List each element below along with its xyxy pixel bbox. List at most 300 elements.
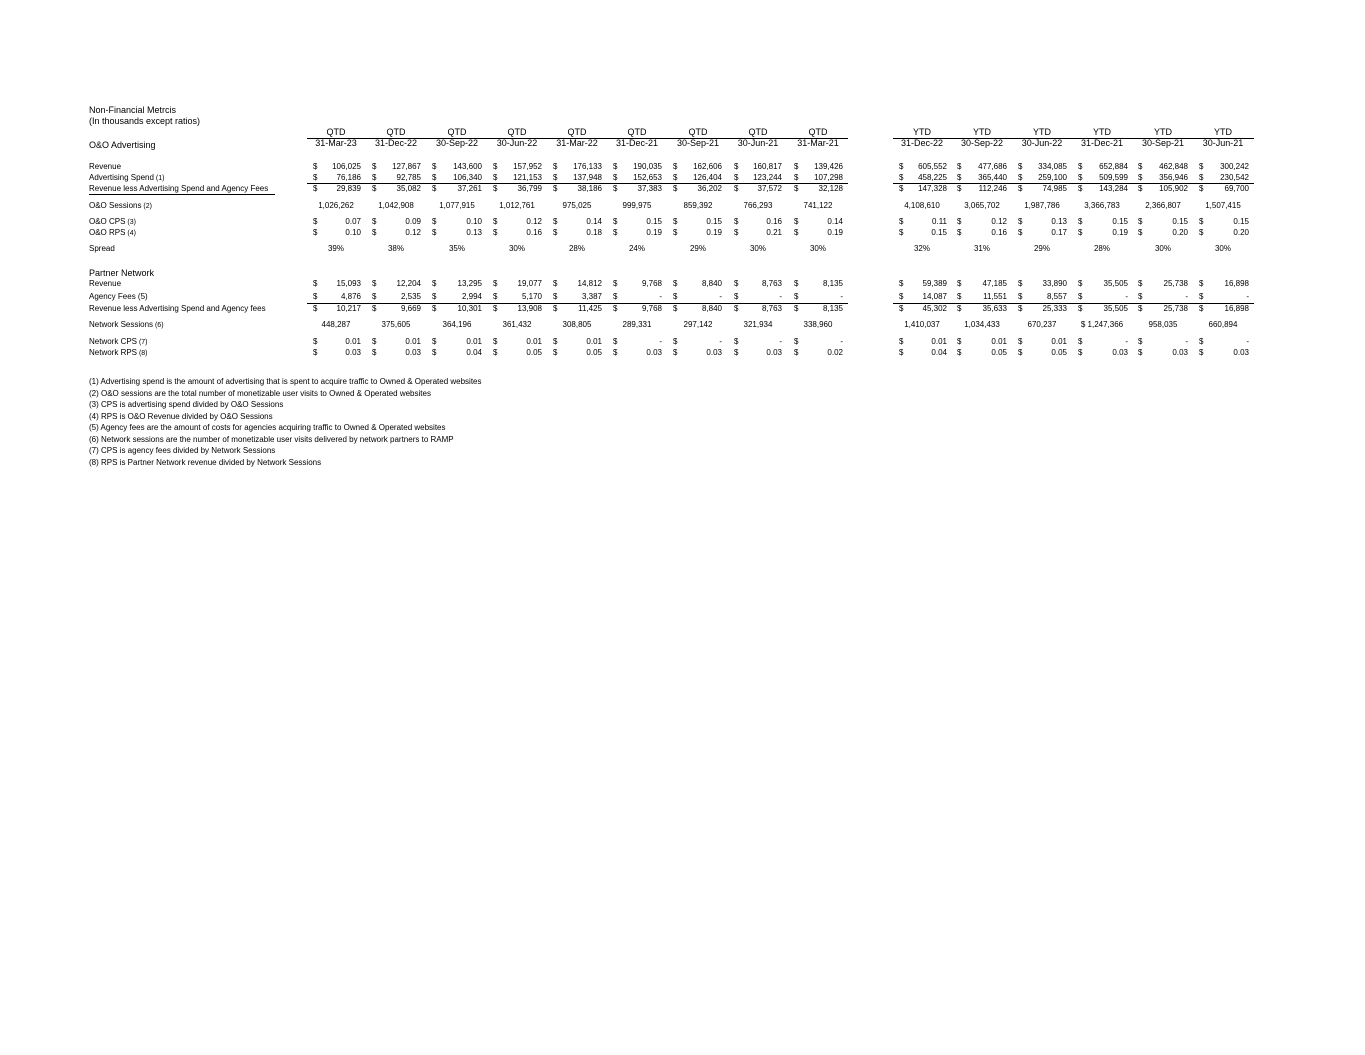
currency-sign: $ bbox=[1078, 217, 1083, 226]
table-cell: 92,785 bbox=[396, 173, 421, 182]
currency-sign: $ bbox=[673, 162, 678, 171]
currency-sign: $ bbox=[313, 337, 318, 346]
row-label-text: O&O Sessions bbox=[89, 201, 142, 210]
table-cell: 3,366,783 bbox=[1084, 201, 1120, 210]
currency-sign: $ bbox=[432, 304, 437, 313]
table-cell: 74,985 bbox=[1042, 184, 1067, 193]
table-cell: 143,600 bbox=[453, 162, 482, 171]
currency-sign: $ bbox=[493, 228, 498, 237]
table-cell: 36,799 bbox=[517, 184, 542, 193]
currency-sign: $ bbox=[899, 173, 904, 182]
table-cell: 0.01 bbox=[345, 337, 361, 346]
row-label-text: O&O CPS bbox=[89, 217, 126, 226]
currency-sign: $ bbox=[1138, 184, 1143, 193]
table-cell: 69,700 bbox=[1224, 184, 1249, 193]
table-cell: 975,025 bbox=[562, 201, 592, 210]
currency-sign: $ bbox=[313, 279, 318, 288]
table-cell: 45,302 bbox=[922, 304, 947, 313]
table-cell: 308,805 bbox=[562, 320, 592, 329]
currency-sign: $ bbox=[734, 337, 739, 346]
table-cell: 112,246 bbox=[978, 184, 1007, 193]
table-cell: 0.12 bbox=[405, 228, 421, 237]
table-cell: - bbox=[779, 337, 782, 346]
table-cell: 297,142 bbox=[683, 320, 713, 329]
currency-sign: $ bbox=[1138, 337, 1143, 346]
table-cell: 0.01 bbox=[991, 337, 1007, 346]
currency-sign: $ bbox=[899, 337, 904, 346]
table-cell: 5,170 bbox=[521, 292, 542, 301]
currency-sign: $ bbox=[372, 337, 377, 346]
table-cell: 38,186 bbox=[577, 184, 602, 193]
row-label bbox=[89, 337, 148, 348]
column-type-qtd: QTD bbox=[688, 127, 708, 137]
column-type-ytd: YTD bbox=[973, 127, 991, 137]
currency-sign: $ bbox=[1018, 337, 1023, 346]
currency-sign: $ bbox=[1018, 348, 1023, 357]
table-cell: 0.01 bbox=[526, 337, 542, 346]
table-cell: 0.10 bbox=[345, 228, 361, 237]
table-cell: 35,505 bbox=[1103, 279, 1128, 288]
table-cell: 9,669 bbox=[400, 304, 421, 313]
column-type-ytd: YTD bbox=[1214, 127, 1232, 137]
row-label bbox=[89, 279, 121, 289]
currency-sign: $ bbox=[1018, 173, 1023, 182]
table-cell: 605,552 bbox=[918, 162, 947, 171]
column-date-ytd: 30-Sep-22 bbox=[960, 138, 1004, 148]
table-cell: 1,077,915 bbox=[439, 201, 475, 210]
table-cell: 39% bbox=[327, 244, 344, 253]
row-label-text: Network Sessions bbox=[89, 320, 154, 329]
table-cell: 8,557 bbox=[1046, 292, 1067, 301]
currency-sign: $ bbox=[794, 348, 799, 357]
currency-sign: $ bbox=[1018, 304, 1023, 313]
table-cell: 0.14 bbox=[827, 217, 843, 226]
table-cell: 958,035 bbox=[1148, 320, 1178, 329]
currency-sign: $ bbox=[1138, 279, 1143, 288]
currency-sign: $ bbox=[1199, 173, 1204, 182]
currency-sign: $ bbox=[493, 162, 498, 171]
table-cell: 0.16 bbox=[766, 217, 782, 226]
currency-sign: $ bbox=[432, 228, 437, 237]
currency-sign: $ bbox=[1199, 217, 1204, 226]
column-date-qtd: 31-Dec-22 bbox=[374, 138, 418, 148]
table-cell: 448,287 bbox=[321, 320, 351, 329]
currency-sign: $ bbox=[899, 292, 904, 301]
table-cell: - bbox=[1185, 337, 1188, 346]
table-cell: 28% bbox=[1093, 244, 1110, 253]
column-type-qtd: QTD bbox=[748, 127, 768, 137]
currency-sign: $ bbox=[313, 228, 318, 237]
label-rule-oo bbox=[89, 194, 275, 195]
table-cell: 509,599 bbox=[1099, 173, 1128, 182]
table-cell: 0.03 bbox=[1112, 348, 1128, 357]
section-heading-oo-advertising: O&O Advertising bbox=[89, 140, 156, 150]
currency-sign: $ bbox=[613, 217, 618, 226]
currency-sign: $ bbox=[957, 228, 962, 237]
currency-sign: $ bbox=[432, 184, 437, 193]
currency-sign: $ bbox=[553, 292, 558, 301]
table-cell: 365,440 bbox=[978, 173, 1007, 182]
table-cell: 0.15 bbox=[646, 217, 662, 226]
section-heading-partner-network: Partner Network bbox=[89, 268, 155, 278]
table-cell: 107,298 bbox=[814, 173, 843, 182]
currency-sign: $ bbox=[1018, 162, 1023, 171]
table-cell: - bbox=[1246, 292, 1249, 301]
currency-sign: $ bbox=[313, 304, 318, 313]
table-cell: 31% bbox=[973, 244, 990, 253]
table-cell: 1,012,761 bbox=[499, 201, 535, 210]
currency-sign: $ bbox=[1078, 337, 1083, 346]
currency-sign: $ bbox=[957, 279, 962, 288]
currency-sign: $ bbox=[1138, 228, 1143, 237]
table-cell: - bbox=[719, 292, 722, 301]
header-rule-qtd bbox=[307, 138, 848, 139]
row-label-text: Revenue less Advertising Spend and Agency fees bbox=[89, 304, 266, 313]
table-cell: 121,153 bbox=[513, 173, 542, 182]
subtotal-rule-ytd-pn bbox=[893, 303, 1254, 304]
currency-sign: $ bbox=[432, 279, 437, 288]
table-cell: 334,085 bbox=[1038, 162, 1067, 171]
table-cell: 2,535 bbox=[400, 292, 421, 301]
currency-sign: $ bbox=[899, 162, 904, 171]
currency-sign: $ bbox=[493, 337, 498, 346]
currency-sign: $ bbox=[553, 217, 558, 226]
row-label-text: Network RPS bbox=[89, 348, 138, 357]
table-cell: 19,077 bbox=[517, 279, 542, 288]
currency-sign: $ bbox=[553, 228, 558, 237]
currency-sign: $ bbox=[1018, 228, 1023, 237]
currency-sign: $ bbox=[1199, 348, 1204, 357]
table-cell: 3,387 bbox=[581, 292, 602, 301]
table-cell: 15,093 bbox=[336, 279, 361, 288]
currency-sign: $ bbox=[313, 162, 318, 171]
currency-sign: $ bbox=[1078, 228, 1083, 237]
row-label bbox=[89, 201, 152, 212]
currency-sign: $ bbox=[613, 304, 618, 313]
column-date-ytd: 30-Jun-21 bbox=[1202, 138, 1244, 148]
table-cell: - bbox=[719, 337, 722, 346]
table-cell: 59,389 bbox=[922, 279, 947, 288]
currency-sign: $ bbox=[553, 184, 558, 193]
currency-sign: $ bbox=[794, 337, 799, 346]
row-label bbox=[89, 304, 266, 314]
currency-sign: $ bbox=[313, 217, 318, 226]
table-cell: 30% bbox=[1214, 244, 1231, 253]
currency-sign: $ bbox=[1138, 348, 1143, 357]
row-label bbox=[89, 173, 164, 184]
table-cell: 162,606 bbox=[693, 162, 722, 171]
table-cell: 10,217 bbox=[336, 304, 361, 313]
currency-sign: $ bbox=[957, 173, 962, 182]
table-cell: 0.19 bbox=[646, 228, 662, 237]
table-cell: 16,898 bbox=[1224, 279, 1249, 288]
currency-sign: $ bbox=[1138, 304, 1143, 313]
footnote: (3) CPS is advertising spend divided by O&O Sessions bbox=[89, 400, 284, 409]
currency-sign: $ bbox=[957, 217, 962, 226]
table-cell: 670,237 bbox=[1027, 320, 1057, 329]
currency-sign: $ bbox=[493, 173, 498, 182]
table-cell: 35,633 bbox=[982, 304, 1007, 313]
currency-sign: $ bbox=[432, 162, 437, 171]
table-cell: 0.04 bbox=[931, 348, 947, 357]
column-type-qtd: QTD bbox=[567, 127, 587, 137]
table-cell: 0.20 bbox=[1172, 228, 1188, 237]
currency-sign: $ bbox=[673, 292, 678, 301]
table-cell: - bbox=[659, 292, 662, 301]
table-cell: 106,025 bbox=[332, 162, 361, 171]
row-footnote-ref: (4) bbox=[125, 230, 136, 237]
currency-sign: $ bbox=[1199, 304, 1204, 313]
table-cell: 152,653 bbox=[633, 173, 662, 182]
table-cell: 0.14 bbox=[586, 217, 602, 226]
table-cell: 11,425 bbox=[578, 304, 602, 313]
column-date-qtd: 30-Sep-22 bbox=[435, 138, 479, 148]
currency-sign: $ bbox=[1078, 184, 1083, 193]
table-cell: 0.16 bbox=[526, 228, 542, 237]
footnote: (2) O&O sessions are the total number of monetizable user visits to Owned & Operated websites bbox=[89, 388, 431, 398]
table-cell: 0.17 bbox=[1051, 228, 1067, 237]
table-cell: 0.05 bbox=[586, 348, 602, 357]
table-cell: 0.13 bbox=[1051, 217, 1067, 226]
row-label-text: Revenue less Advertising Spend and Agency Fees bbox=[89, 184, 269, 193]
table-cell: 35,505 bbox=[1103, 304, 1128, 313]
row-label-text: Advertising Spend bbox=[89, 173, 154, 182]
table-cell: 24% bbox=[628, 244, 645, 253]
table-cell: 0.03 bbox=[405, 348, 421, 357]
currency-sign: $ bbox=[1078, 279, 1083, 288]
table-cell: 0.04 bbox=[466, 348, 482, 357]
table-cell: 321,934 bbox=[743, 320, 773, 329]
currency-sign: $ bbox=[734, 228, 739, 237]
currency-sign: $ bbox=[673, 173, 678, 182]
table-cell: 375,605 bbox=[381, 320, 411, 329]
table-cell: 8,135 bbox=[822, 279, 843, 288]
currency-sign: $ bbox=[553, 304, 558, 313]
table-cell: 741,122 bbox=[803, 201, 833, 210]
currency-sign: $ bbox=[794, 228, 799, 237]
currency-sign: $ bbox=[493, 184, 498, 193]
table-cell: 0.12 bbox=[991, 217, 1007, 226]
table-cell: 0.02 bbox=[827, 348, 843, 357]
currency-sign: $ bbox=[899, 184, 904, 193]
currency-sign: $ bbox=[493, 304, 498, 313]
currency-sign: $ bbox=[673, 184, 678, 193]
table-cell: 1,507,415 bbox=[1205, 201, 1241, 210]
currency-sign: $ bbox=[613, 184, 618, 193]
currency-sign: $ bbox=[1018, 279, 1023, 288]
table-cell: - bbox=[1125, 292, 1128, 301]
currency-sign: $ bbox=[372, 184, 377, 193]
table-cell: 123,244 bbox=[753, 173, 782, 182]
currency-sign: $ bbox=[432, 292, 437, 301]
column-type-qtd: QTD bbox=[808, 127, 828, 137]
row-footnote-ref: (8) bbox=[137, 350, 148, 357]
table-cell: 0.01 bbox=[405, 337, 421, 346]
table-cell: 0.15 bbox=[1233, 217, 1249, 226]
table-cell: 0.07 bbox=[345, 217, 361, 226]
table-cell: 0.15 bbox=[706, 217, 722, 226]
row-label-text: Revenue bbox=[89, 279, 122, 288]
currency-sign: $ bbox=[734, 292, 739, 301]
currency-sign: $ bbox=[734, 217, 739, 226]
table-cell: 13,295 bbox=[457, 279, 482, 288]
currency-sign: $ bbox=[957, 348, 962, 357]
currency-sign: $ bbox=[313, 173, 318, 182]
table-cell: 259,100 bbox=[1038, 173, 1067, 182]
table-cell: $ 1,247,366 bbox=[1080, 320, 1124, 329]
table-cell: 356,946 bbox=[1159, 173, 1188, 182]
currency-sign: $ bbox=[899, 217, 904, 226]
table-cell: - bbox=[659, 337, 662, 346]
currency-sign: $ bbox=[1199, 337, 1204, 346]
column-type-qtd: QTD bbox=[326, 127, 346, 137]
table-cell: 0.09 bbox=[405, 217, 421, 226]
currency-sign: $ bbox=[673, 337, 678, 346]
report-subtitle: (In thousands except ratios) bbox=[89, 116, 201, 126]
table-cell: 29% bbox=[1033, 244, 1050, 253]
footnote: (7) CPS is agency fees divided by Network Sessions bbox=[89, 446, 276, 455]
currency-sign: $ bbox=[734, 279, 739, 288]
row-label-text: Revenue bbox=[89, 162, 122, 171]
table-cell: 157,952 bbox=[513, 162, 542, 171]
table-cell: - bbox=[1185, 292, 1188, 301]
table-cell: - bbox=[840, 292, 843, 301]
table-cell: 289,331 bbox=[622, 320, 652, 329]
currency-sign: $ bbox=[313, 292, 318, 301]
table-cell: 176,133 bbox=[573, 162, 602, 171]
currency-sign: $ bbox=[1199, 292, 1204, 301]
table-cell: 8,840 bbox=[701, 304, 722, 313]
table-cell: 32,128 bbox=[818, 184, 843, 193]
table-cell: 0.21 bbox=[766, 228, 782, 237]
table-cell: 47,185 bbox=[982, 279, 1007, 288]
footnote: (6) Network sessions are the number of monetizable user visits delivered by network partners to RAMP bbox=[89, 434, 454, 444]
column-date-qtd: 31-Dec-21 bbox=[615, 138, 659, 148]
currency-sign: $ bbox=[1018, 217, 1023, 226]
table-cell: 652,884 bbox=[1099, 162, 1128, 171]
currency-sign: $ bbox=[794, 184, 799, 193]
currency-sign: $ bbox=[372, 217, 377, 226]
row-label bbox=[89, 184, 268, 194]
row-label bbox=[89, 348, 148, 359]
table-cell: 32% bbox=[913, 244, 930, 253]
table-cell: 1,410,037 bbox=[904, 320, 940, 329]
currency-sign: $ bbox=[613, 279, 618, 288]
footnote: (5) Agency fees are the amount of costs for agencies acquiring traffic to Owned & Operated websites bbox=[89, 423, 446, 432]
table-cell: 8,763 bbox=[761, 304, 782, 313]
table-cell: 35,082 bbox=[396, 184, 421, 193]
column-type-qtd: QTD bbox=[386, 127, 406, 137]
currency-sign: $ bbox=[1078, 348, 1083, 357]
row-label-text: Network CPS bbox=[89, 337, 138, 346]
currency-sign: $ bbox=[613, 337, 618, 346]
currency-sign: $ bbox=[493, 292, 498, 301]
table-cell: 9,768 bbox=[641, 304, 662, 313]
currency-sign: $ bbox=[1078, 162, 1083, 171]
currency-sign: $ bbox=[734, 184, 739, 193]
table-cell: 33,890 bbox=[1042, 279, 1067, 288]
currency-sign: $ bbox=[1199, 279, 1204, 288]
table-cell: 4,108,610 bbox=[904, 201, 940, 210]
subtotal-rule-qtd-pn bbox=[307, 303, 848, 304]
currency-sign: $ bbox=[1138, 217, 1143, 226]
table-cell: 14,087 bbox=[922, 292, 947, 301]
column-type-ytd: YTD bbox=[1033, 127, 1051, 137]
column-date-ytd: 31-Dec-21 bbox=[1080, 138, 1124, 148]
report-title: Non-Financial Metrcis bbox=[89, 105, 177, 115]
currency-sign: $ bbox=[613, 173, 618, 182]
table-cell: 859,392 bbox=[683, 201, 713, 210]
currency-sign: $ bbox=[313, 348, 318, 357]
row-label-text: Agency Fees (5) bbox=[89, 292, 148, 301]
table-cell: 105,902 bbox=[1159, 184, 1188, 193]
row-footnote-ref: (7) bbox=[137, 339, 148, 346]
currency-sign: $ bbox=[493, 279, 498, 288]
row-label-text: O&O RPS bbox=[89, 228, 126, 237]
table-cell: 8,135 bbox=[822, 304, 843, 313]
table-cell: 0.20 bbox=[1233, 228, 1249, 237]
table-cell: 999,975 bbox=[622, 201, 652, 210]
column-date-qtd: 30-Jun-22 bbox=[496, 138, 538, 148]
table-cell: 1,042,908 bbox=[378, 201, 414, 210]
currency-sign: $ bbox=[372, 162, 377, 171]
currency-sign: $ bbox=[794, 292, 799, 301]
table-cell: 0.18 bbox=[586, 228, 602, 237]
table-cell: 106,340 bbox=[453, 173, 482, 182]
column-type-qtd: QTD bbox=[627, 127, 647, 137]
table-cell: 190,035 bbox=[633, 162, 662, 171]
footnote: (8) RPS is Partner Network revenue divided by Network Sessions bbox=[89, 457, 322, 467]
footnote: (1) Advertising spend is the amount of advertising that is spent to acquire traffic to Owned & Operated websites bbox=[89, 377, 482, 386]
table-cell: 0.15 bbox=[1172, 217, 1188, 226]
table-cell: 37,572 bbox=[757, 184, 782, 193]
table-cell: 139,426 bbox=[814, 162, 843, 171]
table-cell: 1,026,262 bbox=[318, 201, 354, 210]
currency-sign: $ bbox=[1078, 304, 1083, 313]
table-cell: 462,848 bbox=[1159, 162, 1188, 171]
currency-sign: $ bbox=[553, 279, 558, 288]
table-cell: 16,898 bbox=[1224, 304, 1249, 313]
table-cell: 0.03 bbox=[1172, 348, 1188, 357]
table-cell: 0.10 bbox=[466, 217, 482, 226]
table-cell: - bbox=[840, 337, 843, 346]
table-cell: 25,738 bbox=[1163, 304, 1188, 313]
currency-sign: $ bbox=[1199, 162, 1204, 171]
row-label-text: Spread bbox=[89, 244, 115, 253]
currency-sign: $ bbox=[957, 304, 962, 313]
table-cell: 0.19 bbox=[827, 228, 843, 237]
column-date-ytd: 31-Dec-22 bbox=[900, 138, 944, 148]
table-cell: 361,432 bbox=[502, 320, 532, 329]
table-cell: 458,225 bbox=[918, 173, 947, 182]
currency-sign: $ bbox=[734, 348, 739, 357]
table-cell: 13,908 bbox=[517, 304, 542, 313]
currency-sign: $ bbox=[372, 173, 377, 182]
row-label bbox=[89, 292, 148, 302]
currency-sign: $ bbox=[794, 217, 799, 226]
table-cell: 8,763 bbox=[761, 279, 782, 288]
table-cell: 25,738 bbox=[1163, 279, 1188, 288]
table-cell: 0.05 bbox=[1051, 348, 1067, 357]
table-cell: 0.03 bbox=[706, 348, 722, 357]
table-cell: 30% bbox=[508, 244, 525, 253]
table-cell: 4,876 bbox=[340, 292, 361, 301]
row-footnote-ref: (6) bbox=[153, 322, 164, 329]
table-cell: 230,542 bbox=[1220, 173, 1249, 182]
table-cell: 36,202 bbox=[697, 184, 722, 193]
table-cell: 30% bbox=[809, 244, 826, 253]
table-cell: 0.15 bbox=[1112, 217, 1128, 226]
